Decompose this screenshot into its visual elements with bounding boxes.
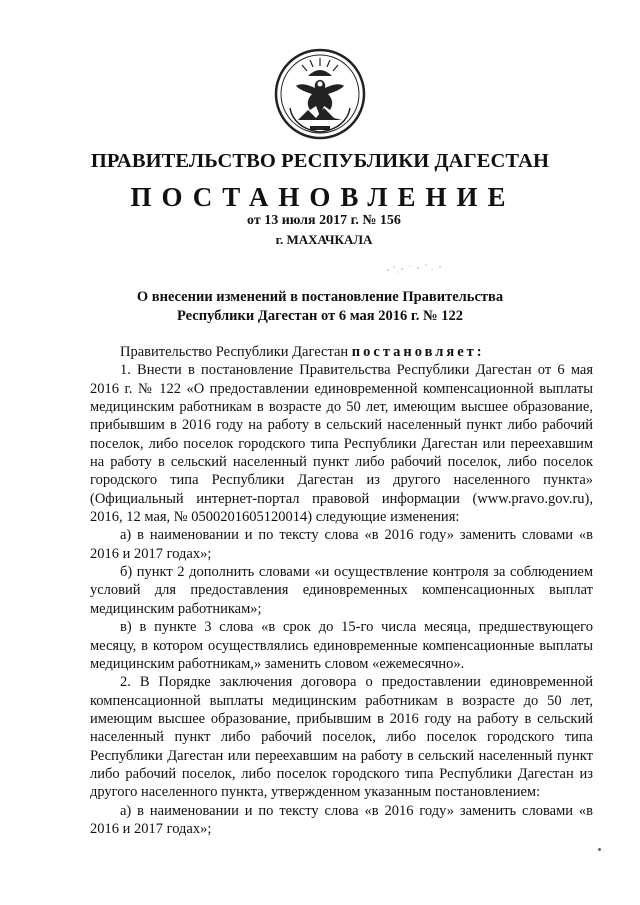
scan-dot [598,848,601,851]
body-paragraph: 1. Внести в постановление Правительства Республики Дагестан от 6 мая 2016 г. № 122 «О предоставлении единовременной компенсационной выплаты медицинским работникам в возрасте до 50 лет, имеющим высшее образование, прибывшим в 2016 году на работу в сельский населенный пункт либо рабочий поселок, либо поселок городского типа Республики Дагестан или переехавшим на работу в сельский населенный пункт либо рабочий поселок, либо поселок городского типа Республики Дагестан из другого населенного пункта» (Официальный интернет-портал правовой информации (www.pravo.gov.ru), 2016, 12 мая, № 0500201605120014) следующие изменения: [90,362,593,526]
document-city: г. МАХАЧКАЛА [275,232,373,247]
scan-specks [380,258,460,278]
body-paragraph: б) пункт 2 дополнить словами «и осуществление контроля за соблюдением условий для предоставления единовременных компенсационных выплат медицинским работникам»; [90,564,593,617]
coat-of-arms-icon [272,46,368,142]
document-subject [0,288,640,326]
preamble-paragraph [90,343,593,361]
organization-title: ПРАВИТЕЛЬСТВО РЕСПУБЛИКИ ДАГЕСТАН [90,150,550,172]
body-paragraph: в) в пункте 3 слова «в срок до 15-го числа месяца, предшествующего месяцу, в котором осуществлялись единовременные компенсационные выплаты медицинским работникам,» заменить словом «ежемесячно». [90,619,593,672]
document-body [90,343,593,838]
body-paragraph: а) в наименовании и по тексту слова «в 2016 году» заменить словами «в 2016 и 2017 годах»; [90,802,593,837]
document-type-title: ПОСТАНОВЛЕНИЕ [130,182,516,212]
preamble-text: Правительство Республики Дагестан [120,344,352,360]
preamble-decree-word: постановляет: [351,344,485,360]
body-paragraph: а) в наименовании и по тексту слова «в 2016 году» заменить словами «в 2016 и 2017 годах»; [90,527,593,562]
document-date-number: от 13 июля 2017 г. № 156 [247,213,401,228]
body-paragraph: 2. В Порядке заключения договора о предоставлении единовременной компенсационной выплаты медицинским работникам в возрасте до 50 лет, имеющим высшее образование, прибывшим в 2016 году на работу в сельский населенный пункт либо рабочий поселок, либо поселок городского типа Республики Дагестан или переехавшим на работу в сельский населенный пункт либо рабочий поселок, либо поселок городского типа Республики Дагестан из другого населенного пункта, утвержденном указанным постановлением: [90,674,593,801]
subject-line-2: Республики Дагестан от 6 мая 2016 г. № 122 [177,308,463,324]
subject-line-1: О внесении изменений в постановление Правительства [136,289,504,305]
